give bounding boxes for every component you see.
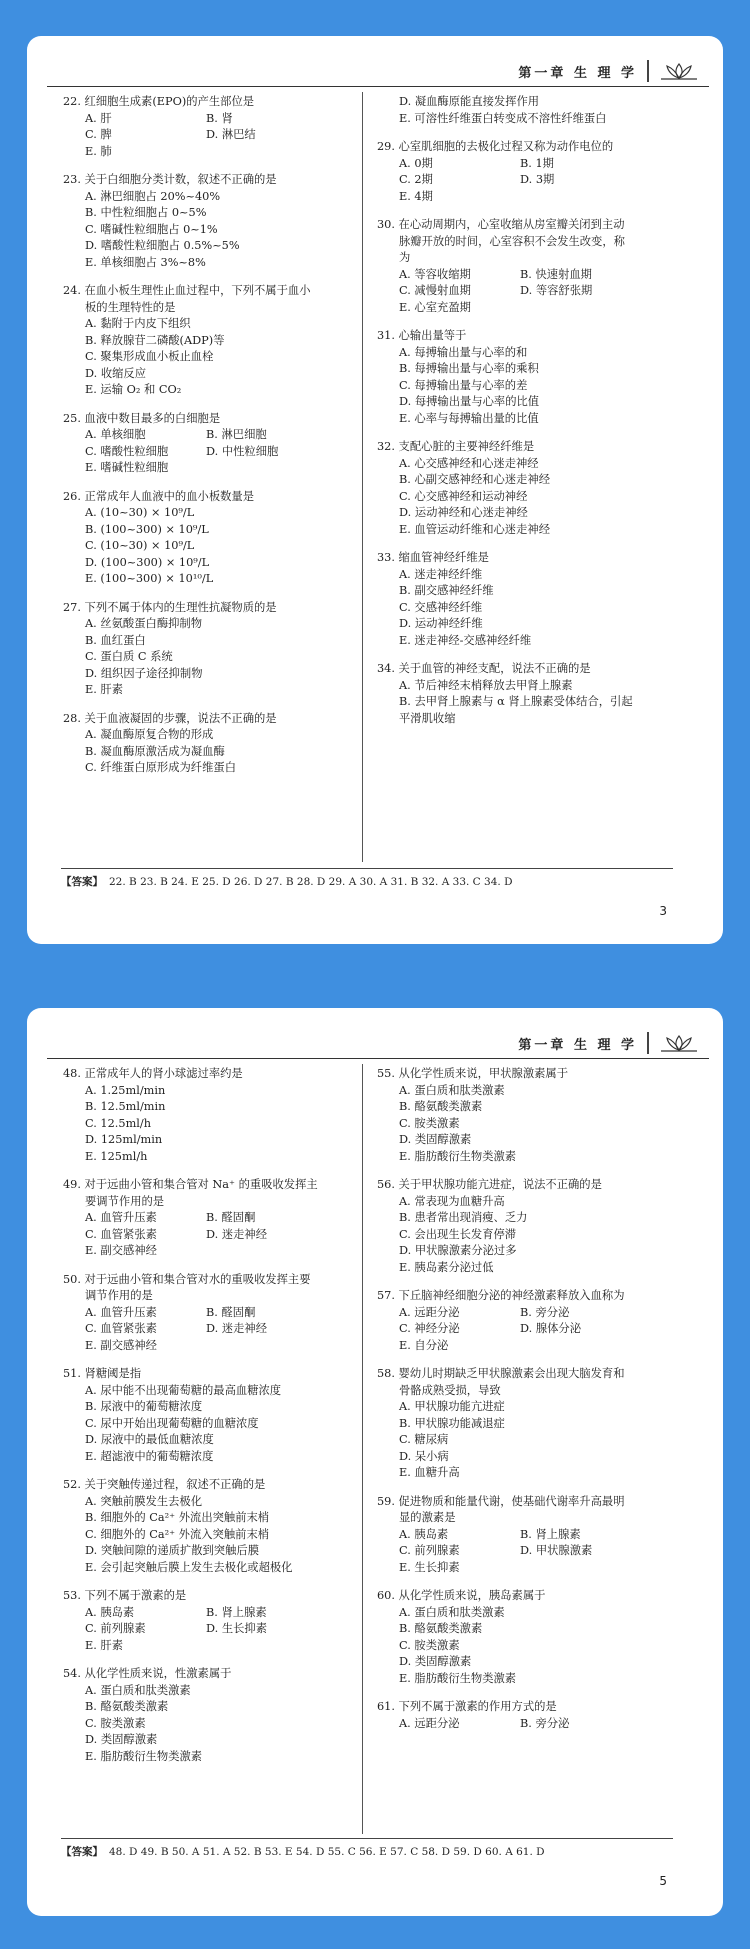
answer-option: E. 心室充盈期 [399, 300, 471, 314]
question-stem: 27. 下列不属于体内的生理性抗凝物质的是 [63, 600, 277, 614]
answer-option: D. 125ml/min [85, 1133, 163, 1146]
answer-option: E. 嗜碱性粒细胞 [85, 461, 169, 474]
answer-option: D. 运动神经纤维 [399, 617, 483, 630]
answer-option: C. 神经分泌 [399, 1322, 460, 1335]
option-list [377, 1527, 635, 1577]
answer-option: E. 会引起突触后膜上发生去极化或超极化 [85, 1560, 293, 1574]
question-stem: 56. 关于甲状腺功能亢进症，说法不正确的是 [377, 1178, 602, 1191]
answer-option: B. 副交感神经纤维 [399, 584, 494, 597]
answer-option: C. 尿中开始出现葡萄糖的血糖浓度 [85, 1416, 259, 1430]
answer-option: A. 凝血酶原复合物的形成 [85, 728, 214, 741]
answer-option: D. 每搏输出量与心率的比值 [399, 395, 540, 408]
answer-option: C. 每搏输出量与心率的差 [399, 378, 528, 392]
answer-option: E. 胰岛素分泌过低 [399, 1260, 494, 1274]
answer-option: B. 旁分泌 [520, 1305, 570, 1319]
question-item [63, 283, 321, 399]
answer-option: D. 迷走神经 [206, 1322, 268, 1335]
option-list [377, 1083, 635, 1166]
answer-option: D. 类固醇激素 [399, 1655, 472, 1668]
answer-option: C. 嗜碱性粒细胞占 0~1% [85, 222, 218, 236]
answer-option: E. 自分泌 [399, 1338, 449, 1352]
answer-option: B. 旁分泌 [520, 1716, 570, 1730]
answer-option: D. 3期 [520, 173, 555, 186]
answer-option: B. 肾 [206, 111, 233, 125]
answer-option: C. 聚集形成血小板止血栓 [85, 350, 214, 363]
option-list [377, 567, 635, 650]
option-list [377, 678, 635, 728]
question-stem: 25. 血液中数目最多的白细胞是 [63, 411, 221, 425]
option-list [63, 1683, 321, 1766]
question-stem: 29. 心室肌细胞的去极化过程又称为动作电位的 [377, 140, 614, 153]
answer-option: B. 淋巴细胞 [206, 428, 267, 441]
answer-option: B. 1期 [520, 156, 554, 170]
option-list [63, 427, 321, 477]
answer-option: E. 副交感神经 [85, 1244, 157, 1257]
question-item [377, 1588, 635, 1687]
answer-option: B. 血红蛋白 [85, 633, 146, 647]
answer-option: E. 脂肪酸衍生物类激素 [85, 1749, 203, 1763]
answer-option: A. 肝 [85, 111, 112, 125]
answer-option: B. 中性粒细胞占 0~5% [85, 206, 207, 219]
answer-option: A. 血管升压素 [85, 1211, 157, 1224]
answer-option: A. 迷走神经纤维 [399, 567, 483, 581]
question-item [63, 489, 321, 588]
answer-option: A. 血管升压素 [85, 1305, 157, 1319]
question-stem: 55. 从化学性质来说，甲状腺激素属于 [377, 1067, 569, 1080]
answer-option: B. 尿液中的葡萄糖浓度 [85, 1400, 203, 1413]
answer-option: A. 等容收缩期 [399, 267, 471, 281]
question-stem: 48. 正常成年人的肾小球滤过率约是 [63, 1067, 243, 1080]
answer-option: C. 胺类激素 [85, 1716, 146, 1730]
option-list [377, 1716, 635, 1733]
question-stem: 53. 下列不属于激素的是 [63, 1589, 187, 1602]
answer-option: A. 远距分泌 [399, 1716, 460, 1730]
option-list [63, 727, 321, 777]
answer-option: D. 等容舒张期 [520, 284, 593, 297]
question-item [377, 1288, 635, 1354]
answer-option: D. 收缩反应 [85, 366, 147, 380]
question-item [377, 217, 635, 316]
answer-option: C. 嗜酸性粒细胞 [85, 444, 169, 458]
option-list [63, 1494, 321, 1577]
answer-option: B. 甲状腺功能减退症 [399, 1416, 505, 1430]
question-stem: 61. 下列不属于激素的作用方式的是 [377, 1700, 557, 1713]
option-list [63, 505, 321, 588]
lotus-icon [657, 61, 701, 81]
answer-option: C. 纤维蛋白原形成为纤维蛋白 [85, 761, 236, 774]
header-rule [47, 86, 709, 87]
answer-option: E. 125ml/h [85, 1149, 148, 1163]
question-item [63, 1588, 321, 1654]
answer-option: C. 12.5ml/h [85, 1116, 151, 1130]
answer-option: C. 糖尿病 [399, 1433, 449, 1446]
answer-option: B. 酪氨酸类激素 [399, 1622, 483, 1635]
answer-option: A. 甲状腺功能亢进症 [399, 1400, 505, 1413]
answer-option: B. 肾上腺素 [206, 1605, 267, 1619]
answer-option: B. (100~300) × 10⁹/L [85, 522, 209, 536]
answer-option: E. 单核细胞占 3%~8% [85, 255, 206, 269]
question-stem: 23. 关于白细胞分类计数，叙述不正确的是 [63, 173, 277, 186]
answer-option: D. 组织因子途径抑制物 [85, 666, 203, 680]
question-item [377, 328, 635, 427]
answer-option: B. 心副交感神经和心迷走神经 [399, 473, 551, 486]
answer-option: E. 肺 [85, 144, 112, 158]
answer-option: A. 远距分泌 [399, 1305, 460, 1319]
answer-option: E. 超滤液中的葡萄糖浓度 [85, 1449, 214, 1463]
answer-option: A. 胰岛素 [85, 1605, 135, 1619]
question-item [63, 600, 321, 699]
answer-option: A. 蛋白质和肽类激素 [85, 1683, 191, 1697]
answer-option: D. 甲状腺激素 [520, 1544, 593, 1557]
answer-option: D. 嗜酸性粒细胞占 0.5%~5% [85, 239, 240, 252]
chapter-title: 第一章 生 理 学 [518, 1037, 637, 1053]
answer-option: A. 节后神经末梢释放去甲肾上腺素 [399, 678, 573, 692]
answer-option: D. (100~300) × 10⁹/L [85, 555, 210, 569]
question-item [63, 1066, 321, 1165]
answer-option: B. 患者常出现消瘦、乏力 [399, 1211, 528, 1224]
option-list [377, 267, 635, 317]
answer-option: B. 细胞外的 Ca²⁺ 外流出突触前末梢 [85, 1511, 270, 1524]
answer-option: D. 甲状腺激素分泌过多 [399, 1244, 517, 1257]
answer-option: A. 黏附于内皮下组织 [85, 317, 191, 330]
answer-option: C. 脾 [85, 128, 112, 141]
page-number: 3 [659, 904, 667, 918]
question-item [377, 550, 635, 649]
option-list [377, 345, 635, 428]
column-divider [362, 92, 363, 862]
exam-page-2 [27, 1008, 723, 1916]
question-item [377, 1699, 635, 1732]
answer-option: B. 凝血酶原激活成为凝血酶 [85, 744, 225, 758]
question-item [63, 94, 321, 160]
answer-option: E. 血管运动纤维和心迷走神经 [399, 522, 550, 536]
answer-option: A. 突触前膜发生去极化 [85, 1494, 203, 1508]
question-item [63, 1666, 321, 1765]
answer-option: B. 12.5ml/min [85, 1100, 166, 1113]
answer-option: C. 血管紧张素 [85, 1227, 157, 1241]
chapter-title: 第一章 生 理 学 [518, 65, 637, 81]
question-item [377, 139, 635, 205]
answer-option: C. 交感神经纤维 [399, 600, 483, 614]
answer-option: C. 细胞外的 Ca²⁺ 外流入突触前末梢 [85, 1527, 270, 1541]
question-item [377, 439, 635, 538]
answer-option: E. 运输 O₂ 和 CO₂ [85, 383, 182, 396]
option-list [63, 1383, 321, 1466]
answer-option: A. 蛋白质和肽类激素 [399, 1605, 505, 1619]
answer-option: D. 尿液中的最低血糖浓度 [85, 1433, 214, 1446]
option-list [377, 1605, 635, 1688]
answer-label: 【答案】 [61, 876, 103, 888]
answer-option: E. 脂肪酸衍生物类激素 [399, 1671, 517, 1685]
question-item [377, 1366, 635, 1482]
answer-option: B. 快速射血期 [520, 267, 592, 281]
option-list [63, 1605, 321, 1655]
question-stem: 59. 促进物质和能量代谢，使基础代谢率升高最明显的激素是 [377, 1494, 625, 1524]
option-list [377, 456, 635, 539]
answer-option: E. 肝素 [85, 683, 124, 696]
answer-option: D. 类固醇激素 [399, 1133, 472, 1146]
answer-option: D. 迷走神经 [206, 1227, 268, 1241]
question-stem: 31. 心输出量等于 [377, 329, 467, 342]
answer-option: A. 单核细胞 [85, 428, 146, 441]
answer-option: A. 心交感神经和心迷走神经 [399, 456, 539, 470]
answer-label: 【答案】 [61, 1846, 103, 1858]
answer-option: D. 中性粒细胞 [206, 444, 279, 458]
option-list [377, 1305, 635, 1355]
option-list [377, 156, 635, 206]
page-header [518, 60, 709, 82]
question-item [377, 1066, 635, 1165]
answer-option: B. 肾上腺素 [520, 1527, 581, 1541]
question-item [377, 94, 635, 127]
answer-option: C. 前列腺素 [85, 1622, 146, 1635]
option-list [377, 1194, 635, 1277]
exam-page-1 [27, 36, 723, 944]
question-stem: 52. 关于突触传递过程，叙述不正确的是 [63, 1478, 266, 1491]
answer-option: E. 副交感神经 [85, 1338, 157, 1352]
option-list [63, 111, 321, 161]
column-divider [362, 1064, 363, 1834]
option-list [63, 1305, 321, 1355]
answer-option: A. 常表现为血糖升高 [399, 1194, 505, 1208]
answer-option: D. 运动神经和心迷走神经 [399, 506, 528, 519]
answer-option: E. 血糖升高 [399, 1466, 460, 1479]
answer-key [61, 1838, 673, 1859]
question-item [377, 661, 635, 727]
question-item [63, 1366, 321, 1465]
answer-option: B. 每搏输出量与心率的乘积 [399, 362, 539, 375]
answer-option: E. 4期 [399, 189, 433, 203]
question-stem: 24. 在血小板生理性止血过程中，下列不属于血小板的生理特性的是 [63, 284, 311, 314]
question-item [63, 1272, 321, 1355]
question-item [63, 1477, 321, 1576]
question-stem: 51. 肾糖阈是指 [63, 1367, 142, 1380]
right-column [377, 1066, 635, 1744]
answer-option: D. 凝血酶原能直接发挥作用 [399, 95, 540, 108]
question-stem: 26. 正常成年人血液中的血小板数量是 [63, 489, 255, 503]
answer-option: B. 去甲肾上腺素与 α 肾上腺素受体结合，引起平滑肌收缩 [399, 695, 633, 725]
answer-option: A. 0期 [399, 156, 433, 170]
answer-option: A. 尿中能不出现葡萄糖的最高血糖浓度 [85, 1383, 282, 1397]
question-item [63, 411, 321, 477]
answer-option: E. 迷走神经-交感神经纤维 [399, 633, 532, 647]
answer-option: A. 淋巴细胞占 20%~40% [85, 189, 221, 203]
question-stem: 60. 从化学性质来说，胰岛素属于 [377, 1589, 546, 1602]
answer-option: D. 淋巴结 [206, 128, 256, 141]
answer-option: E. 脂肪酸衍生物类激素 [399, 1149, 517, 1163]
answer-key [61, 868, 673, 889]
option-list [63, 316, 321, 399]
question-stem: 34. 关于血管的神经支配，说法不正确的是 [377, 662, 591, 675]
question-stem: 49. 对于远曲小管和集合管对 Na⁺ 的重吸收发挥主要调节作用的是 [63, 1178, 318, 1208]
answer-option: A. (10~30) × 10⁹/L [85, 506, 195, 519]
question-item [63, 711, 321, 777]
question-stem: 58. 婴幼儿时期缺乏甲状腺激素会出现大脑发育和骨骼成熟受损，导致 [377, 1367, 625, 1397]
question-stem: 28. 关于血液凝固的步骤，说法不正确的是 [63, 711, 277, 725]
question-stem: 22. 红细胞生成素(EPO)的产生部位是 [63, 95, 255, 108]
answer-option: D. 突触间隙的递质扩散到突触后膜 [85, 1544, 259, 1557]
answer-option: B. 释放腺苷二磷酸(ADP)等 [85, 333, 225, 347]
right-column [377, 94, 635, 739]
question-item [63, 172, 321, 271]
question-item [377, 1177, 635, 1276]
answer-option: C. 会出现生长发育停滞 [399, 1227, 517, 1241]
lotus-icon [657, 1033, 701, 1053]
answer-option: E. 生长抑素 [399, 1560, 460, 1574]
answer-text: 22. B 23. B 24. E 25. D 26. D 27. B 28. D 29. A 30. A 31. B 32. A 33. C 34. D [109, 876, 513, 888]
question-item [63, 1177, 321, 1260]
answer-option: E. 可溶性纤维蛋白转变成不溶性纤维蛋白 [399, 111, 607, 125]
answer-option: D. 生长抑素 [206, 1622, 268, 1635]
answer-option: C. 胺类激素 [399, 1638, 460, 1652]
lotus-logo-icon [647, 60, 709, 82]
option-list [63, 1210, 321, 1260]
page-number: 5 [659, 1874, 667, 1888]
question-stem: 54. 从化学性质来说，性激素属于 [63, 1667, 232, 1680]
answer-option: B. 醛固酮 [206, 1305, 256, 1319]
answer-option: B. 醛固酮 [206, 1211, 256, 1224]
answer-option: A. 每搏输出量与心率的和 [399, 345, 528, 359]
answer-option: D. 类固醇激素 [85, 1733, 158, 1746]
left-column [63, 1066, 321, 1777]
answer-option: D. 腺体分泌 [520, 1322, 582, 1335]
header-rule [47, 1058, 709, 1059]
answer-option: C. 减慢射血期 [399, 284, 471, 297]
left-column [63, 94, 321, 789]
question-stem: 32. 支配心脏的主要神经纤维是 [377, 440, 535, 453]
option-list [377, 94, 635, 127]
answer-option: E. 肝素 [85, 1638, 124, 1652]
question-stem: 33. 缩血管神经纤维是 [377, 551, 489, 564]
answer-option: A. 蛋白质和肽类激素 [399, 1083, 505, 1097]
question-stem: 50. 对于远曲小管和集合管对水的重吸收发挥主要调节作用的是 [63, 1272, 311, 1302]
page-header [518, 1032, 709, 1054]
option-list [63, 1083, 321, 1166]
option-list [377, 1399, 635, 1482]
question-stem: 30. 在心动周期内，心室收缩从房室瓣关闭到主动脉瓣开放的时间，心室容积不会发生改变，称为 [377, 218, 625, 264]
answer-option: C. 前列腺素 [399, 1544, 460, 1557]
answer-option: C. 血管紧张素 [85, 1322, 157, 1335]
answer-option: C. 2期 [399, 173, 433, 186]
answer-option: C. 蛋白质 C 系统 [85, 650, 173, 663]
answer-option: C. 心交感神经和运动神经 [399, 489, 528, 503]
answer-option: A. 胰岛素 [399, 1527, 449, 1541]
answer-option: B. 酪氨酸类激素 [85, 1700, 169, 1713]
answer-option: A. 1.25ml/min [85, 1083, 166, 1097]
answer-text: 48. D 49. B 50. A 51. A 52. B 53. E 54. D 55. C 56. E 57. C 58. D 59. D 60. A 61. D [109, 1846, 545, 1858]
answer-option: E. (100~300) × 10¹⁰/L [85, 572, 214, 585]
answer-option: D. 呆小病 [399, 1449, 449, 1463]
answer-option: E. 心率与每搏输出量的比值 [399, 411, 539, 425]
option-list [63, 616, 321, 699]
lotus-logo-icon [647, 1032, 709, 1054]
question-item [377, 1494, 635, 1577]
answer-option: C. (10~30) × 10⁹/L [85, 539, 195, 552]
answer-option: C. 胺类激素 [399, 1116, 460, 1130]
answer-option: A. 丝氨酸蛋白酶抑制物 [85, 617, 203, 630]
question-stem: 57. 下丘脑神经细胞分泌的神经激素释放入血称为 [377, 1289, 625, 1302]
answer-option: B. 酪氨酸类激素 [399, 1100, 483, 1113]
option-list [63, 189, 321, 272]
